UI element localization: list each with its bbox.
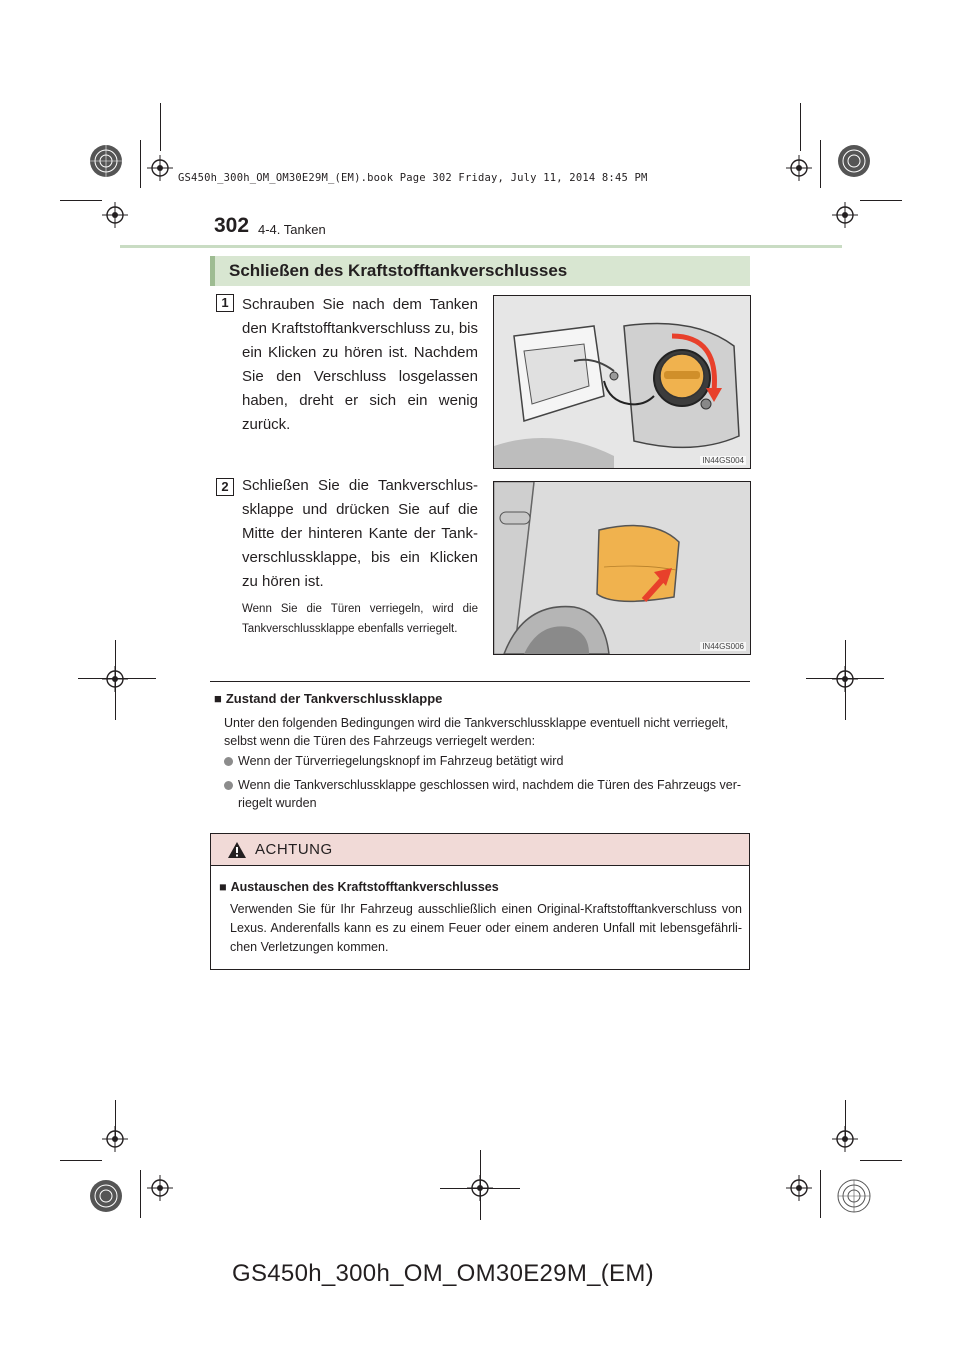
warning-box xyxy=(210,833,750,970)
note-title-text: Zustand der Tankverschlussklappe xyxy=(225,691,443,706)
crop-mark xyxy=(845,1100,846,1140)
list-item xyxy=(224,752,750,770)
crop-mark xyxy=(806,678,884,679)
fuel-cap-illustration xyxy=(493,295,751,469)
crop-mark xyxy=(140,140,141,188)
crosshair-icon xyxy=(786,1175,812,1201)
crop-mark xyxy=(845,640,846,720)
registration-circle-icon xyxy=(88,1178,124,1214)
crop-mark xyxy=(60,200,102,201)
crosshair-icon xyxy=(786,155,812,181)
fuel-door-illustration xyxy=(493,481,751,655)
crop-mark xyxy=(115,1100,116,1140)
step-text: Schließen Sie die Tankverschlus-sklappe und drücken Sie auf die Mitte der hinteren Kante der Tank-verschlussklappe, bis ein Klicken zu hören ist. xyxy=(242,477,478,590)
crop-mark xyxy=(820,140,821,188)
crop-mark xyxy=(800,103,801,151)
fuel-cap-drawing xyxy=(494,296,750,468)
header-rule xyxy=(120,245,842,248)
crop-mark xyxy=(115,640,116,720)
registration-circle-icon xyxy=(836,1178,872,1214)
note-divider xyxy=(210,681,750,682)
crop-mark xyxy=(860,1160,902,1161)
warning-triangle-icon xyxy=(227,841,247,859)
note-body: Unter den folgenden Bedingungen wird die Tankverschlussklappe eventuell nicht verriegelt, selbst wenn die Türen des Fahrzeugs verriegelt werden: xyxy=(224,716,729,748)
section-title: 4-4. Tanken xyxy=(258,222,326,237)
warning-body: Verwenden Sie für Ihr Fahrzeug ausschließlich einen Original-Kraftstofftankverschluss von Lexus. Anderenfalls kann es zu einem Feuer oder einem anderen Unfall mit lebensgefährli-chen Verletzungen kommen. xyxy=(230,902,742,954)
list-item xyxy=(224,776,750,812)
list-item-text: Wenn der Türverriegelungsknopf im Fahrzeug betätigt wird xyxy=(238,754,564,768)
step-text: Schrauben Sie nach dem Tanken den Kraftstofftankverschluss zu, bis ein Klicken zu hören ist. Nachdem Sie den Verschluss losgelassen haben, dreht er sich ein wenig zurück. xyxy=(242,296,478,433)
section-heading-text: Schließen des Kraftstofftankverschlusses xyxy=(229,261,568,280)
page-number: 302 xyxy=(214,214,250,237)
crop-mark xyxy=(820,1170,821,1218)
crosshair-icon xyxy=(147,1175,173,1201)
book-info-line: GS450h_300h_OM_OM30E29M_(EM).book Page 302 Friday, July 11, 2014 8:45 PM xyxy=(178,172,648,184)
crop-mark xyxy=(860,200,902,201)
warning-subtitle xyxy=(219,880,499,894)
bullet-dot-icon xyxy=(224,757,233,766)
figure-code: IN44GS006 xyxy=(702,642,744,651)
step-note: Wenn Sie die Türen verriegeln, wird die Tankverschlussklappe ebenfalls verriegelt. xyxy=(242,603,478,635)
warning-header xyxy=(211,834,749,866)
crop-mark xyxy=(440,1188,520,1189)
crosshair-icon xyxy=(832,202,858,228)
crosshair-icon xyxy=(147,155,173,181)
document-footer: GS450h_300h_OM_OM30E29M_(EM) xyxy=(232,1260,654,1287)
note-title xyxy=(214,691,442,706)
crop-mark xyxy=(160,103,161,151)
bullet-dot-icon xyxy=(224,781,233,790)
fuel-door-drawing xyxy=(494,482,750,654)
list-item-text: Wenn die Tankverschlussklappe geschlossen wird, nachdem die Türen des Fahrzeugs ver-riegelt wurden xyxy=(238,778,742,810)
registration-circle-icon xyxy=(88,143,124,179)
warning-subtitle-text: Austauschen des Kraftstofftankverschlusses xyxy=(230,880,499,894)
figure-code: IN44GS004 xyxy=(702,456,744,465)
crop-mark xyxy=(78,678,156,679)
registration-circle-icon xyxy=(836,143,872,179)
crop-mark xyxy=(480,1150,481,1220)
step-number: 1 xyxy=(216,294,234,312)
square-bullet-icon: ■ xyxy=(219,880,227,894)
square-bullet-icon: ■ xyxy=(214,691,222,706)
section-heading xyxy=(210,256,750,286)
crosshair-icon xyxy=(102,202,128,228)
step-number: 2 xyxy=(216,478,234,496)
crop-mark xyxy=(140,1170,141,1218)
warning-label: ACHTUNG xyxy=(255,841,333,858)
crop-mark xyxy=(60,1160,102,1161)
